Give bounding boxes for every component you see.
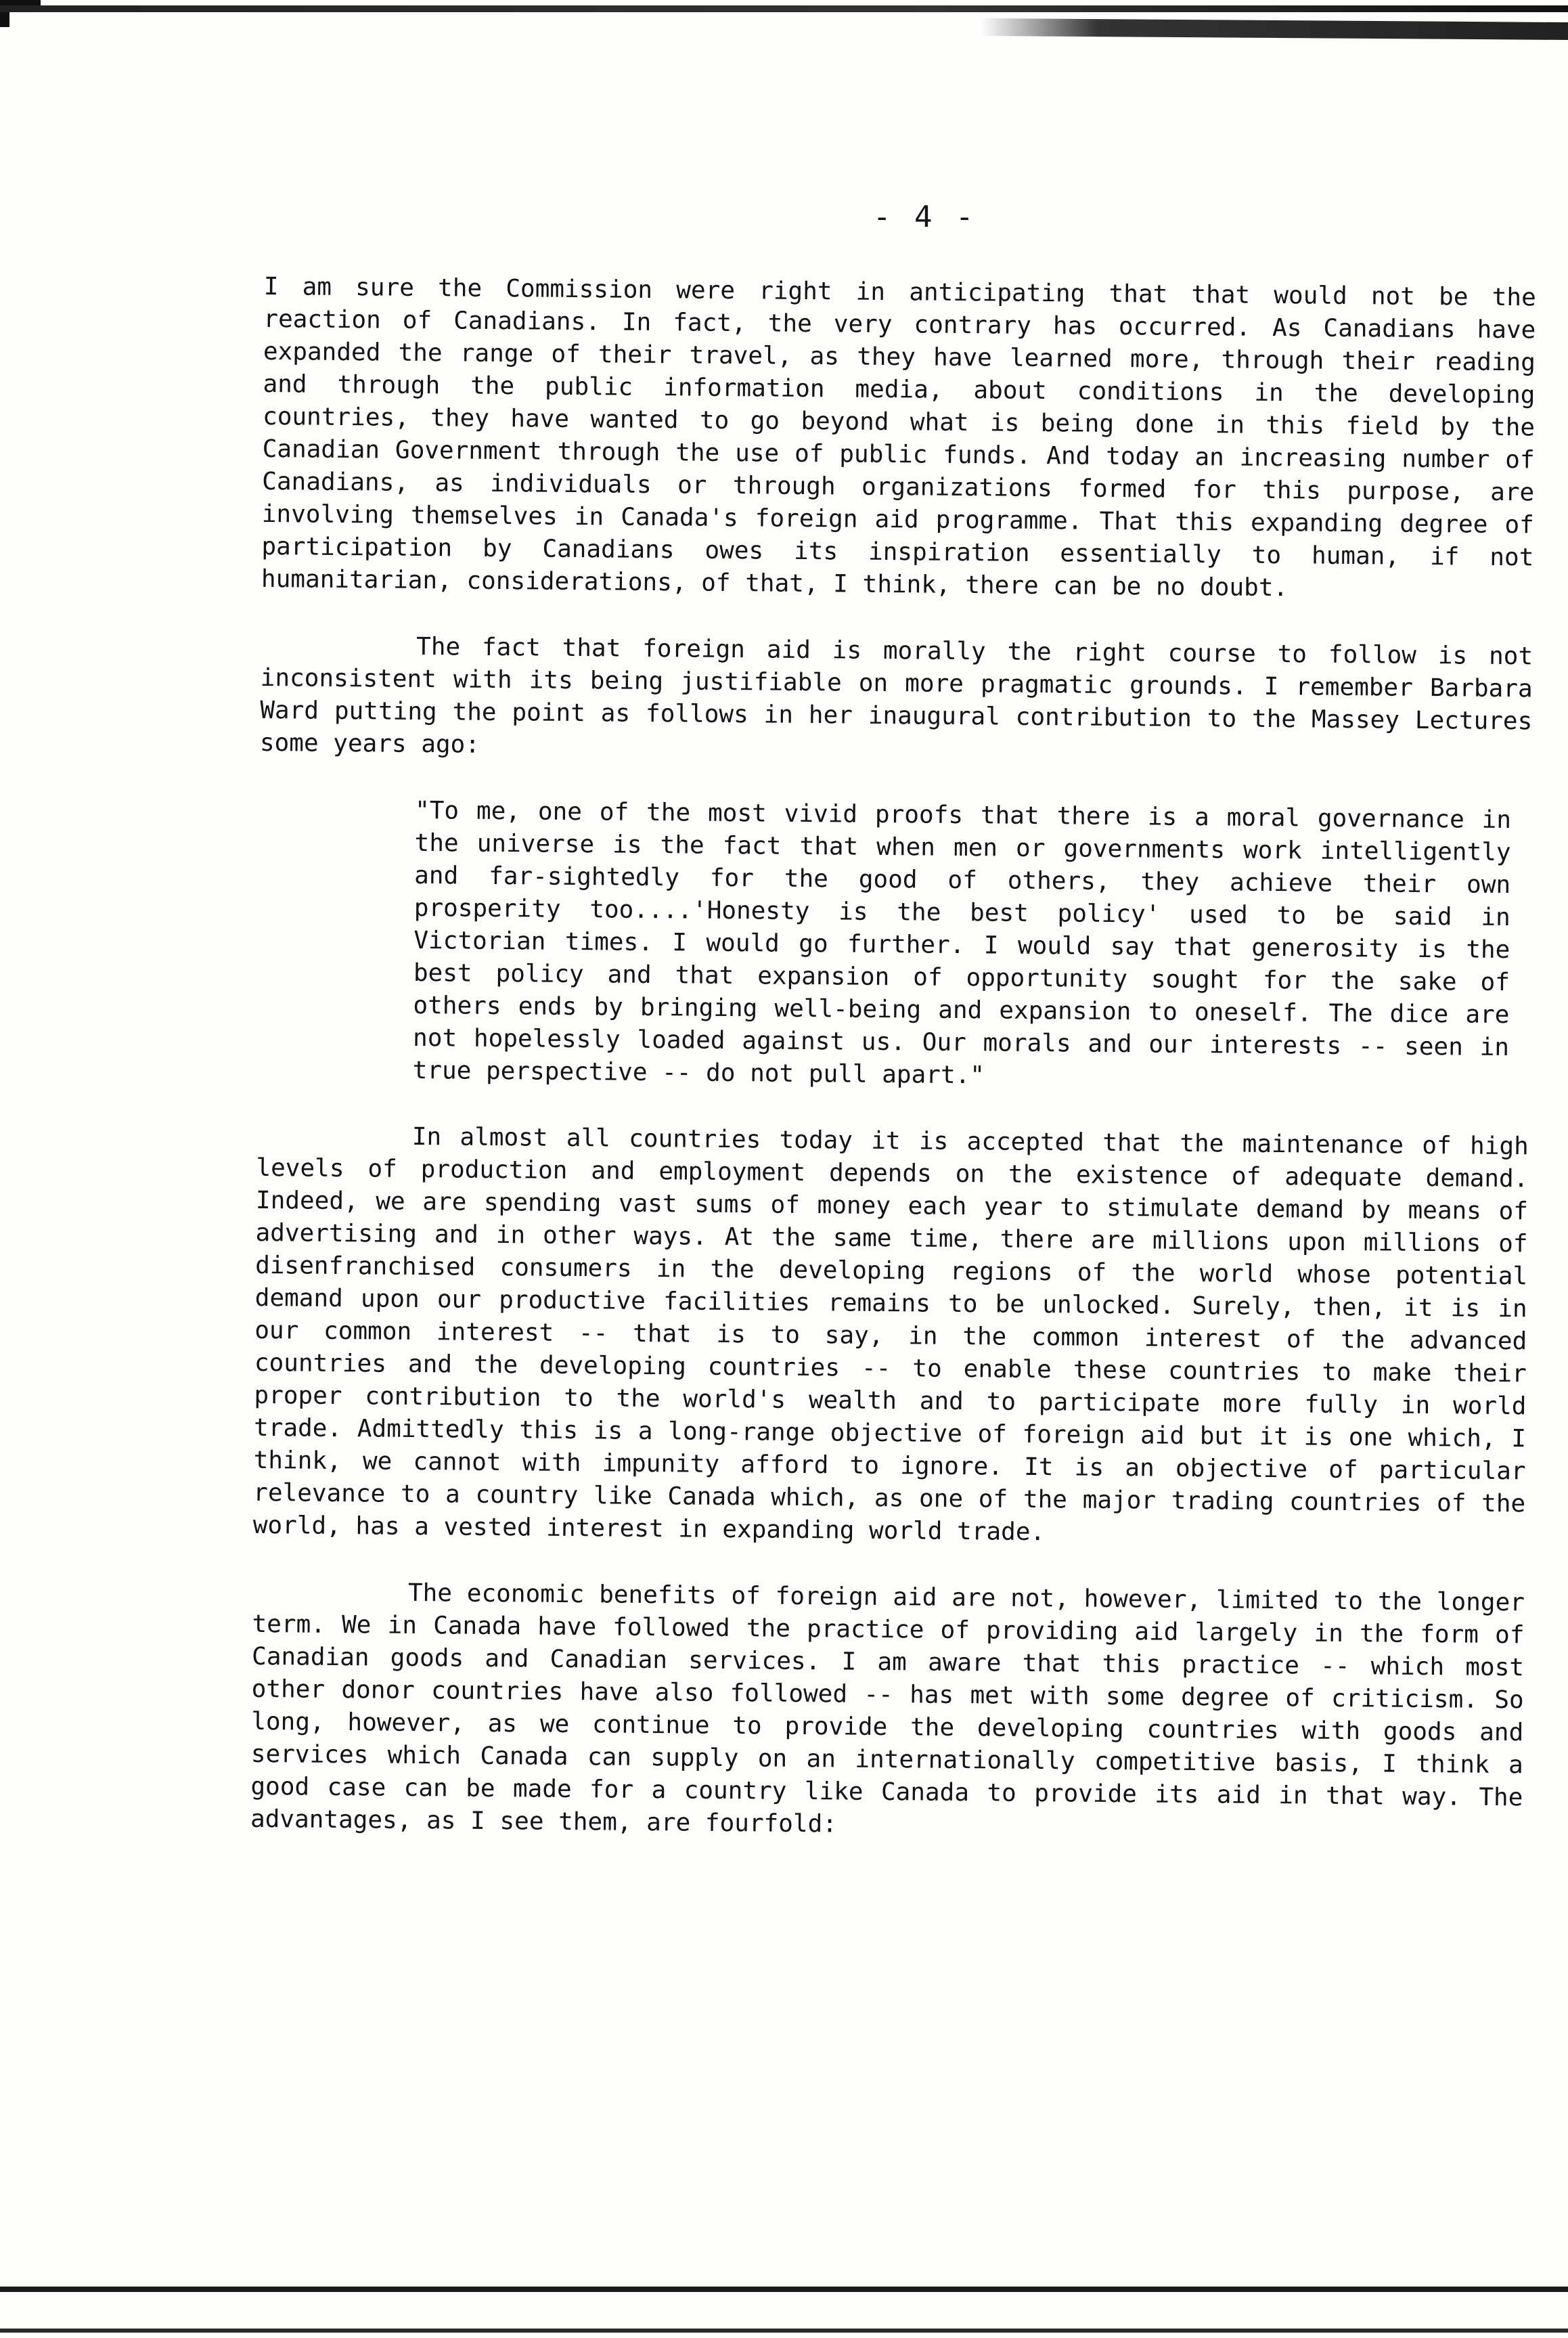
- paragraph-3: In almost all countries today it is accepted that the maintenance of high levels of production and employment depends on the existence of adequate demand. Indeed, we are spending vast sums of money each year to stimulate demand by means of advertising and in other ways. At the same time, there are millions upon millions of disenfranchised consumers in the developing regions of the world whose potential demand upon our productive facilities remains to be unlocked. Surely, then, it is in our common interest -- that is to say, in the common interest of the advanced countries and the developing countries -- to enable these countries to make their proper contribution to the world's wealth and to participate more fully in world trade. Admittedly this is a long-range objective of foreign aid but it is one which, I think, we cannot with impunity afford to ignore. It is an objective of particular relevance to a country like Canada which, as one of the major trading countries of the world, has a vested interest in expanding world trade.: [252, 1122, 1529, 1547]
- block-quote: [412, 795, 1511, 1097]
- scan-corner-edge: [0, 0, 50, 27]
- scan-top-shadow: [981, 18, 1568, 40]
- scan-top-edge: [0, 5, 1568, 12]
- paragraph-2: The fact that foreign aid is morally the right course to follow is not inconsistent with its being justifiable on more pragmatic grounds. I remember Barbara Ward putting the point as follows in her inaugural contribution to the Massey Lectures some years ago:: [259, 632, 1533, 759]
- paragraph-1: I am sure the Commission were right in anticipating that that would not be the reaction of Canadians. In fact, the very contrary has occurred. As Canadians have expanded the range of their travel, as they have learned more, through their reading and through the public information media, about conditions in the developing countries, they have wanted to go beyond what is being done in this field by the Canadian Government through the use of public funds. And today an increasing number of Canadians, as individuals or through organizations formed for this purpose, are involving themselves in Canada's foreign aid programme. That this expanding degree of participation by Canadians owes its inspiration essentially to human, if not humanitarian, considerations, of that, I think, there can be no doubt.: [261, 272, 1536, 602]
- page-number: - 4 -: [873, 200, 977, 234]
- document-body: [250, 271, 1536, 1880]
- paragraph-4: The economic benefits of foreign aid are not, however, limited to the longer term. We in Canada have followed the practice of providing aid largely in the form of Canadian goods and Canadian services. I am aware that this practice -- which most other donor countries have also followed -- has met with some degree of criticism. So long, however, as we continue to provide the developing countries with goods and services which Canada can supply on an internationally competitive basis, I think a good case can be made for a country like Canada to provide its aid in that way. The advantages, as I see them, are fourfold:: [250, 1579, 1525, 1838]
- scan-bottom-edge-2: [0, 2329, 1568, 2333]
- quote-text: "To me, one of the most vivid proofs that there is a moral governance in the universe is the fact that when men or governments work intelligently and far-sightedly for the good of others, they achieve their own prosperity too....'Honesty is the best policy' used to be said in Victorian times. I would go further. I would say that generosity is the best policy and that expansion of opportunity sought for the sake of others ends by bringing well-being and expansion to oneself. The dice are not hopelessly loaded against us. Our morals and our interests -- seen in true perspective -- do not pull apart.": [412, 796, 1512, 1090]
- scan-bottom-edge: [0, 2287, 1568, 2292]
